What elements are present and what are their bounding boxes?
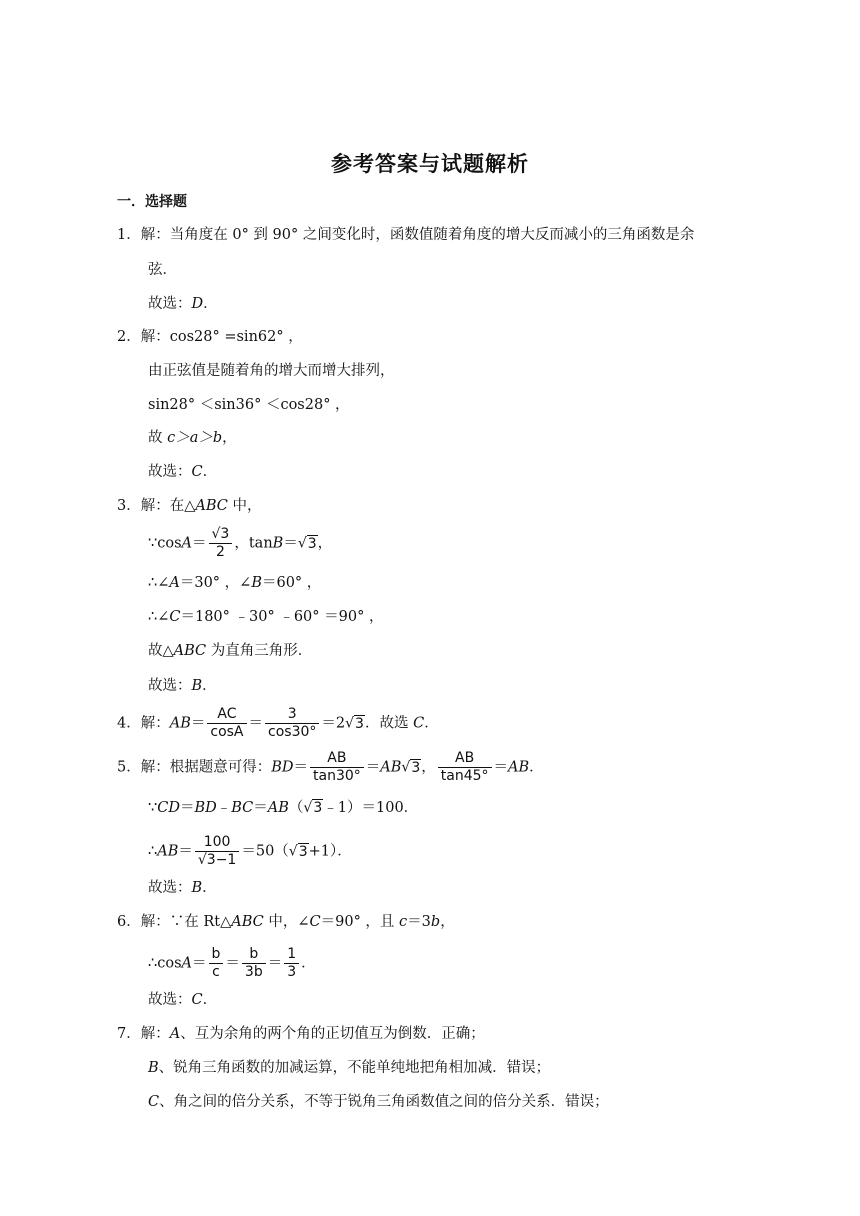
q4-frac1-denominator: cosA xyxy=(210,724,244,740)
q5-answer-choice: B xyxy=(191,880,203,896)
q7-option-a: A xyxy=(169,1026,181,1042)
q5-answer-prefix: 故选： xyxy=(148,880,192,896)
q3-tan-angle: B xyxy=(272,535,284,552)
q2-line-4 xyxy=(148,428,237,448)
q3-answer-choice: B xyxy=(191,678,203,694)
q3-frac-denominator: 2 xyxy=(215,544,225,560)
q6-text-1e: ＝90° ，且 xyxy=(320,914,400,930)
q5-text-2f: BC xyxy=(231,800,254,816)
q6-frac2-numerator: b xyxy=(242,946,266,964)
q1-answer-suffix: ． xyxy=(203,296,218,312)
q2-answer-prefix: 故选： xyxy=(148,464,192,480)
q1-answer-choice: D xyxy=(191,296,204,312)
q5-text-1e: AB xyxy=(380,759,402,776)
q4-line-1 xyxy=(117,706,439,741)
q6-answer-choice: C xyxy=(191,992,203,1008)
q4-eq-2: ＝ xyxy=(248,715,264,732)
q5-sqrt3-radicand: 3 xyxy=(298,843,308,860)
q6-frac1-denominator: c xyxy=(212,964,220,980)
q3-text-4a: ∴∠ xyxy=(148,609,170,625)
q6-text-1c: 中，∠ xyxy=(263,914,310,930)
q5-frac2-denominator: tan45° xyxy=(440,768,489,784)
q5-text-2e: ﹣ xyxy=(216,800,232,816)
q5-line-2 xyxy=(148,798,418,818)
q3-cos-angle: A xyxy=(181,535,193,552)
q3-line-1 xyxy=(117,496,262,516)
q2-answer-choice: C xyxy=(191,464,203,480)
q5-text-1a: 解：根据题意可得： xyxy=(140,759,272,776)
q5-fraction-3 xyxy=(195,834,239,869)
q4-text-a: 解： xyxy=(140,715,170,732)
q4-sqrt-symbol: √ xyxy=(345,715,355,732)
q5-text-2j: ﹣1）＝100． xyxy=(323,800,419,816)
q5-sqrt3-symbol: √ xyxy=(288,843,298,860)
q5-fraction-2 xyxy=(438,750,492,785)
q6-text-2a: ∴cos xyxy=(148,955,182,972)
q3-cos-label: ∵cos xyxy=(148,535,182,552)
q6-number: 6． xyxy=(117,914,141,930)
q1-answer-prefix: 故选： xyxy=(148,296,192,312)
q2-line-1 xyxy=(117,327,303,347)
q2-number: 2． xyxy=(117,329,141,345)
q3-line-5 xyxy=(148,641,312,661)
q7-line-2 xyxy=(148,1058,550,1078)
q5-eq-3: ＝ xyxy=(493,759,509,776)
q4-text-f: ．故选 xyxy=(364,715,414,732)
q3-text-3a: ∴∠ xyxy=(148,575,170,591)
q7-option-b: B xyxy=(148,1060,159,1076)
q3-fraction xyxy=(209,526,233,561)
q3-answer-suffix: ． xyxy=(202,678,217,694)
q5-frac1-numerator: AB xyxy=(310,750,364,768)
q1-line-1 xyxy=(117,225,694,245)
q3-text-4b: C xyxy=(169,609,181,625)
q5-eq-1: ＝ xyxy=(293,759,309,776)
page-title: 参考答案与试题解析 xyxy=(331,151,529,176)
q7-number: 7． xyxy=(117,1026,141,1042)
q4-text-b: AB xyxy=(169,715,191,732)
q6-frac2-denominator: 3b xyxy=(244,964,263,980)
q5-text-2i: （ xyxy=(288,800,304,816)
q5-sqrt1-symbol: √ xyxy=(401,759,411,776)
q2-text-4-suffix: ， xyxy=(222,430,237,446)
q5-sqrt1-radicand: 3 xyxy=(411,759,421,776)
q6-text-1f: c xyxy=(399,914,408,930)
q4-sqrt xyxy=(345,715,365,732)
q6-frac3-numerator: 1 xyxy=(284,946,299,964)
q3-tan-label: ，tan xyxy=(234,535,273,552)
q5-sqrt2-radicand: 3 xyxy=(313,800,323,816)
q5-text-1h: AB xyxy=(508,759,530,776)
q6-line-1 xyxy=(117,912,455,932)
q6-text-1i: ， xyxy=(440,914,455,930)
q3-line-3 xyxy=(148,573,321,593)
q3-sqrt xyxy=(298,535,318,552)
q1-line-2: 弦． xyxy=(148,262,177,278)
q6-answer-prefix: 故选： xyxy=(148,992,192,1008)
q6-frac3-denominator: 3 xyxy=(287,964,297,980)
q3-eq-2: ＝ xyxy=(283,535,298,552)
q3-text-1-prefix: 解：在△ xyxy=(140,498,196,514)
q3-text-3e: ＝60° ， xyxy=(261,575,322,591)
q5-fraction-1 xyxy=(310,750,364,785)
q3-text-3c: ＝30° ，∠ xyxy=(179,575,252,591)
q3-eq-1: ＝ xyxy=(192,535,207,552)
q6-line-2 xyxy=(148,946,316,981)
q3-line-2 xyxy=(148,526,332,561)
q6-frac1-numerator: b xyxy=(209,946,224,964)
q7-text-1c: 、互为余角的两个角的正切值互为倒数．正确； xyxy=(180,1026,485,1042)
q5-text-2b: CD xyxy=(157,800,180,816)
q4-text-h: ． xyxy=(424,715,439,732)
q3-text-1-suffix: 中， xyxy=(227,498,262,514)
q5-text-1f: ， xyxy=(421,759,436,776)
q3-answer-prefix: 故选： xyxy=(148,678,192,694)
q2-text-4: c＞a＞b xyxy=(167,430,223,446)
q3-text-5a: 故△ xyxy=(148,643,174,659)
q4-number: 4． xyxy=(117,715,141,732)
q5-text-3b: AB xyxy=(157,843,179,860)
q6-text-2f: ． xyxy=(301,955,316,972)
q1-text: 解：当角度在 0° 到 90° 之间变化时，函数值随着角度的增大反而减小的三角函数是余 xyxy=(140,227,695,243)
q5-answer xyxy=(148,878,217,898)
q3-text-3d: B xyxy=(251,575,262,591)
q5-text-2d: BD xyxy=(194,800,217,816)
q4-frac1-numerator: AC xyxy=(207,706,246,724)
q5-frac2-numerator: AB xyxy=(438,750,492,768)
q2-text-1: 解：cos28° =sin62° ， xyxy=(140,329,303,345)
q5-text-2a: ∵ xyxy=(148,800,158,816)
q1-number: 1． xyxy=(117,227,141,243)
q5-sqrt2-symbol: √ xyxy=(303,800,313,816)
q4-frac2-denominator: cos30° xyxy=(268,724,317,740)
q3-frac-numerator: √3 xyxy=(209,526,233,544)
q5-text-2h: AB xyxy=(267,800,289,816)
q4-eq-1: ＝ xyxy=(190,715,206,732)
q7-option-c: C xyxy=(148,1094,160,1110)
q6-answer xyxy=(148,990,217,1010)
q4-fraction-2 xyxy=(265,706,319,741)
q6-fraction-2 xyxy=(242,946,266,981)
q5-text-3a: ∴ xyxy=(148,843,158,860)
q3-triangle-name: ABC xyxy=(195,498,228,514)
q5-frac3-numerator: 100 xyxy=(195,834,239,852)
q4-answer-choice: C xyxy=(413,715,425,732)
q3-answer xyxy=(148,676,217,696)
q5-line-3 xyxy=(148,834,352,869)
q5-frac1-denominator: tan30° xyxy=(313,768,361,784)
q5-answer-suffix: ． xyxy=(202,880,217,896)
q5-sqrt-1 xyxy=(401,759,421,776)
q3-text-2-suffix: ， xyxy=(317,535,333,552)
q6-text-1a: 解：∵在 Rt△ xyxy=(140,914,232,930)
q3-sqrt-symbol: √ xyxy=(297,535,307,552)
q5-sqrt-3 xyxy=(289,843,309,860)
section-heading: 一．选择题 xyxy=(117,194,187,210)
q6-eq-1: ＝ xyxy=(192,955,207,972)
q5-frac3-denominator: √3−1 xyxy=(197,852,237,868)
q6-text-1d: C xyxy=(309,914,321,930)
q5-text-2g: ＝ xyxy=(253,800,268,816)
q6-text-1g: ＝3 xyxy=(407,914,431,930)
q6-text-1h: b xyxy=(430,914,441,930)
q2-text-4-prefix: 故 xyxy=(148,430,168,446)
q3-text-4c: ＝180° ﹣30° ﹣60° ＝90° ， xyxy=(180,609,384,625)
q7-line-3 xyxy=(148,1092,609,1112)
q2-answer xyxy=(148,462,217,482)
q7-text-1a: 解： xyxy=(140,1026,170,1042)
q5-text-1i: ． xyxy=(529,759,544,776)
q6-answer-suffix: ． xyxy=(202,992,218,1008)
q3-text-5c: 为直角三角形． xyxy=(206,643,313,659)
q5-eq-4: ＝ xyxy=(178,843,193,860)
q5-eq-2: ＝ xyxy=(365,759,381,776)
q5-sqrt-2 xyxy=(303,799,323,816)
q3-text-3b: A xyxy=(169,575,180,591)
q4-fraction-1 xyxy=(207,706,246,741)
q6-eq-2: ＝ xyxy=(225,955,240,972)
q6-text-2b: A xyxy=(181,955,193,972)
q6-text-1b: ABC xyxy=(231,914,264,930)
q3-text-5b: ABC xyxy=(173,643,207,659)
q4-frac2-numerator: 3 xyxy=(265,706,319,724)
q3-sqrt-radicand: 3 xyxy=(307,535,317,552)
q7-text-3b: 、角之间的倍分关系，不等于锐角三角函数值之间的倍分关系．错误； xyxy=(159,1094,609,1110)
q7-text-2b: 、锐角三角函数的加减运算，不能单纯地把角相加减．错误； xyxy=(158,1060,551,1076)
q4-text-e: ＝2 xyxy=(321,715,346,732)
q1-answer xyxy=(148,294,218,314)
q6-fraction-1 xyxy=(209,946,224,981)
q3-number: 3． xyxy=(117,498,141,514)
q4-sqrt-radicand: 3 xyxy=(355,715,364,732)
q3-line-4 xyxy=(148,607,383,627)
q2-line-3: sin28° ＜sin36° ＜cos28° ， xyxy=(148,397,350,413)
q2-answer-suffix: ． xyxy=(202,464,218,480)
q5-text-1b: BD xyxy=(271,759,294,776)
q7-line-1 xyxy=(117,1024,485,1044)
q5-text-3d: ＝50（ xyxy=(241,843,289,860)
q6-eq-3: ＝ xyxy=(267,955,283,972)
q6-fraction-3 xyxy=(284,946,299,981)
q5-text-3e: +1）． xyxy=(308,843,352,860)
q5-line-1 xyxy=(117,750,544,785)
q2-line-2: 由正弦值是随着角的增大而增大排列， xyxy=(148,363,395,379)
q5-number: 5． xyxy=(117,759,141,776)
q5-text-2c: ＝ xyxy=(179,800,195,816)
